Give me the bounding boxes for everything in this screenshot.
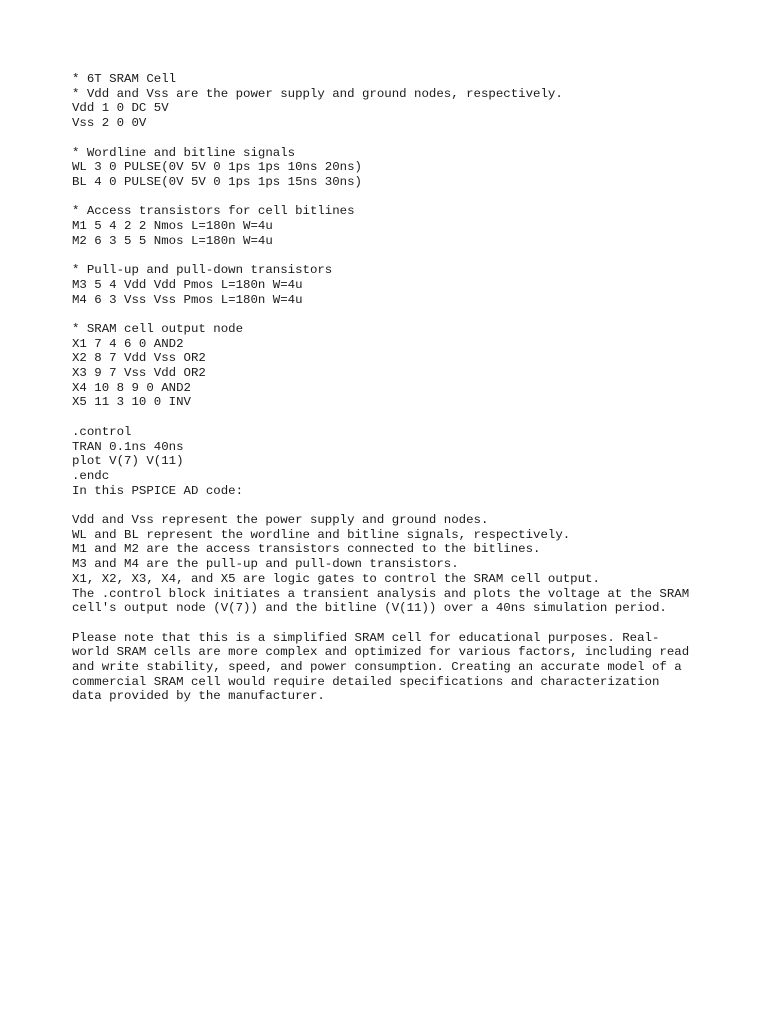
code-line: Vdd 1 0 DC 5V bbox=[72, 101, 169, 116]
code-line: X3 9 7 Vss Vdd OR2 bbox=[72, 366, 206, 380]
code-line: * Wordline and bitline signals bbox=[72, 145, 296, 160]
code-line: Vss 2 0 0V bbox=[72, 116, 147, 131]
code-line: BL 4 0 PULSE(0V 5V 0 1ps 1ps 15ns 30ns) bbox=[72, 174, 362, 189]
code-line: * Pull-up and pull-down transistors bbox=[72, 263, 333, 278]
code-line: * Access transistors for cell bitlines bbox=[72, 204, 355, 219]
explanation-line: The .control block initiates a transient analysis and plots the voltage at the SRAM bbox=[72, 586, 690, 601]
code-line: TRAN 0.1ns 40ns bbox=[72, 439, 184, 454]
intro-line: In this PSPICE AD code: bbox=[72, 483, 244, 498]
code-block-pull-transistors bbox=[72, 263, 712, 307]
code-line: WL 3 0 PULSE(0V 5V 0 1ps 1ps 10ns 20ns) bbox=[72, 160, 362, 175]
note-paragraph bbox=[72, 631, 712, 705]
explanation-line: cell's output node (V(7)) and the bitline (V(11)) over a 40ns simulation period. bbox=[72, 601, 667, 616]
code-line: * Vdd and Vss are the power supply and ground nodes, respectively. bbox=[72, 86, 563, 101]
explanation-line: WL and BL represent the wordline and bitline signals, respectively. bbox=[72, 527, 571, 542]
explanation-paragraph bbox=[72, 513, 712, 616]
code-line: X4 10 8 9 0 AND2 bbox=[72, 380, 191, 395]
note-line: and write stability, speed, and power consumption. Creating an accurate model of a bbox=[72, 660, 682, 675]
note-line: commercial SRAM cell would require detailed specifications and characterization bbox=[72, 674, 660, 689]
code-block-signals bbox=[72, 146, 712, 190]
code-line: * SRAM cell output node bbox=[72, 321, 244, 336]
code-block-power-supply bbox=[72, 72, 712, 131]
explanation-line: Vdd and Vss represent the power supply and ground nodes. bbox=[72, 513, 489, 527]
note-line: world SRAM cells are more complex and optimized for various factors, including read bbox=[72, 645, 690, 660]
code-line: .endc bbox=[72, 468, 110, 483]
code-line: X5 11 3 10 0 INV bbox=[72, 395, 191, 410]
code-block-output-node bbox=[72, 322, 712, 410]
note-line: data provided by the manufacturer. bbox=[72, 689, 325, 704]
code-line: M2 6 3 5 5 Nmos L=180n W=4u bbox=[72, 233, 273, 248]
code-line: * 6T SRAM Cell bbox=[72, 72, 177, 86]
code-line: X1 7 4 6 0 AND2 bbox=[72, 336, 184, 351]
document-page bbox=[72, 72, 712, 704]
code-line: M1 5 4 2 2 Nmos L=180n W=4u bbox=[72, 219, 273, 233]
code-block-control bbox=[72, 425, 712, 499]
note-line: Please note that this is a simplified SRAM cell for educational purposes. Real- bbox=[72, 630, 660, 645]
explanation-line: M3 and M4 are the pull-up and pull-down transistors. bbox=[72, 557, 459, 572]
explanation-line: M1 and M2 are the access transistors connected to the bitlines. bbox=[72, 542, 541, 557]
code-line: M4 6 3 Vss Vss Pmos L=180n W=4u bbox=[72, 292, 303, 307]
explanation-line: X1, X2, X3, X4, and X5 are logic gates to control the SRAM cell output. bbox=[72, 571, 600, 586]
code-line: .control bbox=[72, 424, 132, 439]
code-block-access-transistors bbox=[72, 204, 712, 248]
code-line: M3 5 4 Vdd Vdd Pmos L=180n W=4u bbox=[72, 277, 303, 292]
code-line: X2 8 7 Vdd Vss OR2 bbox=[72, 351, 206, 366]
code-line: plot V(7) V(11) bbox=[72, 454, 184, 469]
